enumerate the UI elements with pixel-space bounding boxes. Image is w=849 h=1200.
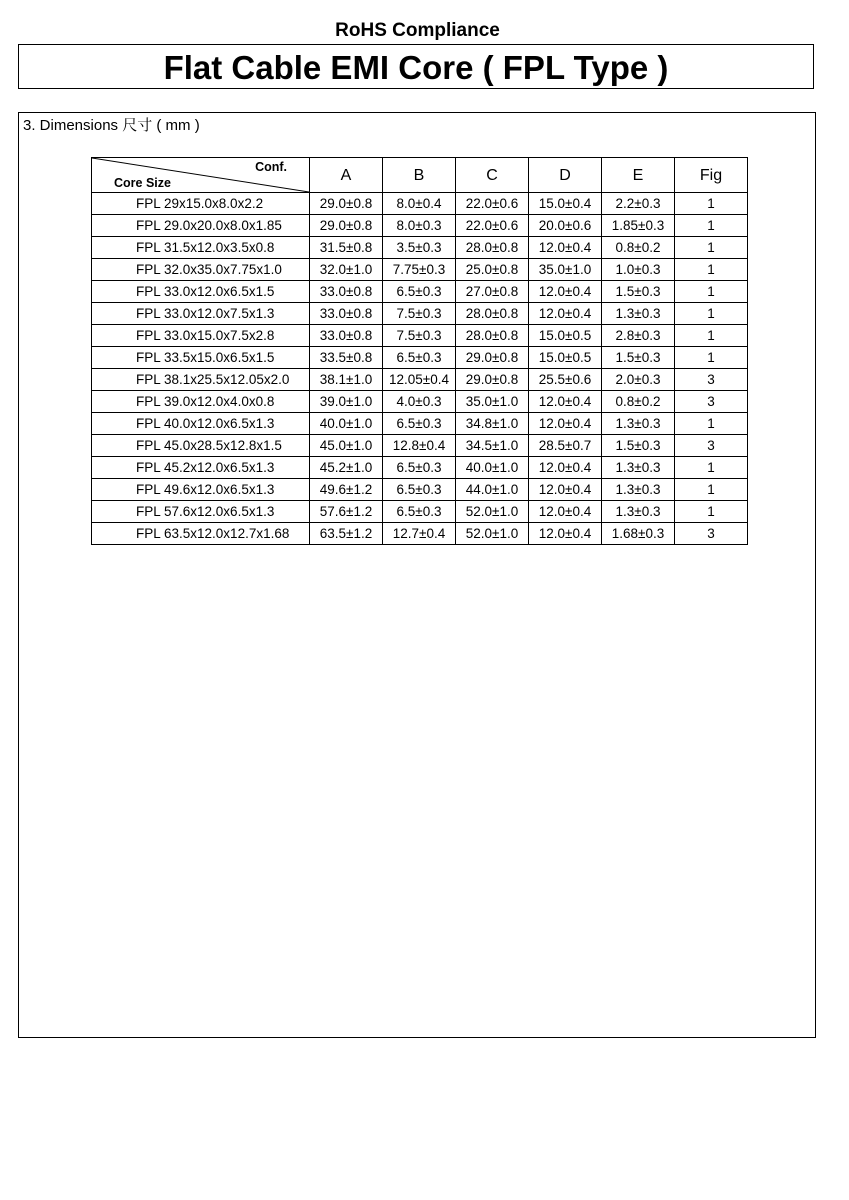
value-cell-e: 1.85±0.3 bbox=[602, 215, 675, 237]
table-row bbox=[92, 501, 748, 523]
value-cell-b: 12.7±0.4 bbox=[383, 523, 456, 545]
value-cell-d: 20.0±0.6 bbox=[529, 215, 602, 237]
value-cell-fig: 1 bbox=[675, 215, 748, 237]
table-row bbox=[92, 215, 748, 237]
value-cell-b: 6.5±0.3 bbox=[383, 413, 456, 435]
value-cell-b: 6.5±0.3 bbox=[383, 347, 456, 369]
core-size-cell: FPL 57.6x12.0x6.5x1.3 bbox=[92, 501, 310, 523]
value-cell-e: 1.3±0.3 bbox=[602, 501, 675, 523]
value-cell-d: 12.0±0.4 bbox=[529, 391, 602, 413]
value-cell-e: 1.3±0.3 bbox=[602, 457, 675, 479]
core-size-cell: FPL 32.0x35.0x7.75x1.0 bbox=[92, 259, 310, 281]
corner-label-core-size: Core Size bbox=[114, 176, 171, 190]
table-row bbox=[92, 435, 748, 457]
value-cell-fig: 1 bbox=[675, 259, 748, 281]
core-size-cell: FPL 29.0x20.0x8.0x1.85 bbox=[92, 215, 310, 237]
value-cell-d: 12.0±0.4 bbox=[529, 457, 602, 479]
value-cell-fig: 3 bbox=[675, 435, 748, 457]
value-cell-a: 45.0±1.0 bbox=[310, 435, 383, 457]
value-cell-a: 40.0±1.0 bbox=[310, 413, 383, 435]
value-cell-b: 4.0±0.3 bbox=[383, 391, 456, 413]
value-cell-c: 40.0±1.0 bbox=[456, 457, 529, 479]
value-cell-a: 33.5±0.8 bbox=[310, 347, 383, 369]
table-row bbox=[92, 391, 748, 413]
value-cell-d: 28.5±0.7 bbox=[529, 435, 602, 457]
table-header-row bbox=[92, 158, 748, 193]
value-cell-c: 35.0±1.0 bbox=[456, 391, 529, 413]
value-cell-e: 1.3±0.3 bbox=[602, 303, 675, 325]
core-size-cell: FPL 33.0x15.0x7.5x2.8 bbox=[92, 325, 310, 347]
core-size-cell: FPL 49.6x12.0x6.5x1.3 bbox=[92, 479, 310, 501]
table-row bbox=[92, 457, 748, 479]
value-cell-c: 29.0±0.8 bbox=[456, 369, 529, 391]
table-row bbox=[92, 237, 748, 259]
value-cell-d: 12.0±0.4 bbox=[529, 303, 602, 325]
value-cell-fig: 1 bbox=[675, 193, 748, 215]
value-cell-d: 15.0±0.5 bbox=[529, 325, 602, 347]
value-cell-b: 12.05±0.4 bbox=[383, 369, 456, 391]
value-cell-fig: 3 bbox=[675, 391, 748, 413]
table-row bbox=[92, 369, 748, 391]
value-cell-c: 28.0±0.8 bbox=[456, 303, 529, 325]
value-cell-e: 2.0±0.3 bbox=[602, 369, 675, 391]
value-cell-a: 57.6±1.2 bbox=[310, 501, 383, 523]
value-cell-a: 45.2±1.0 bbox=[310, 457, 383, 479]
table-row bbox=[92, 325, 748, 347]
value-cell-e: 0.8±0.2 bbox=[602, 391, 675, 413]
value-cell-fig: 1 bbox=[675, 413, 748, 435]
value-cell-b: 7.75±0.3 bbox=[383, 259, 456, 281]
corner-label-conf: Conf. bbox=[255, 160, 287, 174]
core-size-cell: FPL 45.2x12.0x6.5x1.3 bbox=[92, 457, 310, 479]
value-cell-c: 25.0±0.8 bbox=[456, 259, 529, 281]
table-row bbox=[92, 193, 748, 215]
core-size-cell: FPL 33.0x12.0x7.5x1.3 bbox=[92, 303, 310, 325]
table-row bbox=[92, 303, 748, 325]
value-cell-e: 1.5±0.3 bbox=[602, 435, 675, 457]
value-cell-d: 35.0±1.0 bbox=[529, 259, 602, 281]
value-cell-c: 28.0±0.8 bbox=[456, 237, 529, 259]
value-cell-a: 39.0±1.0 bbox=[310, 391, 383, 413]
value-cell-b: 6.5±0.3 bbox=[383, 501, 456, 523]
value-cell-a: 38.1±1.0 bbox=[310, 369, 383, 391]
value-cell-e: 0.8±0.2 bbox=[602, 237, 675, 259]
value-cell-e: 1.0±0.3 bbox=[602, 259, 675, 281]
value-cell-e: 1.5±0.3 bbox=[602, 281, 675, 303]
value-cell-d: 12.0±0.4 bbox=[529, 479, 602, 501]
value-cell-c: 52.0±1.0 bbox=[456, 501, 529, 523]
value-cell-fig: 1 bbox=[675, 325, 748, 347]
corner-header bbox=[92, 158, 310, 193]
value-cell-a: 63.5±1.2 bbox=[310, 523, 383, 545]
value-cell-b: 7.5±0.3 bbox=[383, 303, 456, 325]
core-size-cell: FPL 63.5x12.0x12.7x1.68 bbox=[92, 523, 310, 545]
core-size-cell: FPL 38.1x25.5x12.05x2.0 bbox=[92, 369, 310, 391]
column-header-d: D bbox=[529, 158, 602, 193]
value-cell-d: 15.0±0.5 bbox=[529, 347, 602, 369]
value-cell-b: 8.0±0.3 bbox=[383, 215, 456, 237]
table-row bbox=[92, 479, 748, 501]
value-cell-a: 31.5±0.8 bbox=[310, 237, 383, 259]
core-size-cell: FPL 31.5x12.0x3.5x0.8 bbox=[92, 237, 310, 259]
table-row bbox=[92, 413, 748, 435]
core-size-cell: FPL 33.0x12.0x6.5x1.5 bbox=[92, 281, 310, 303]
value-cell-c: 44.0±1.0 bbox=[456, 479, 529, 501]
value-cell-a: 29.0±0.8 bbox=[310, 215, 383, 237]
value-cell-c: 34.5±1.0 bbox=[456, 435, 529, 457]
value-cell-b: 6.5±0.3 bbox=[383, 457, 456, 479]
value-cell-a: 32.0±1.0 bbox=[310, 259, 383, 281]
value-cell-d: 12.0±0.4 bbox=[529, 237, 602, 259]
value-cell-d: 12.0±0.4 bbox=[529, 281, 602, 303]
value-cell-fig: 3 bbox=[675, 523, 748, 545]
value-cell-fig: 3 bbox=[675, 369, 748, 391]
value-cell-b: 3.5±0.3 bbox=[383, 237, 456, 259]
core-size-cell: FPL 29x15.0x8.0x2.2 bbox=[92, 193, 310, 215]
value-cell-b: 6.5±0.3 bbox=[383, 479, 456, 501]
value-cell-d: 25.5±0.6 bbox=[529, 369, 602, 391]
core-size-cell: FPL 39.0x12.0x4.0x0.8 bbox=[92, 391, 310, 413]
document-title: Flat Cable EMI Core ( FPL Type ) bbox=[18, 44, 814, 89]
value-cell-e: 1.3±0.3 bbox=[602, 413, 675, 435]
value-cell-c: 28.0±0.8 bbox=[456, 325, 529, 347]
value-cell-a: 33.0±0.8 bbox=[310, 303, 383, 325]
value-cell-a: 29.0±0.8 bbox=[310, 193, 383, 215]
value-cell-a: 33.0±0.8 bbox=[310, 281, 383, 303]
column-header-fig: Fig bbox=[675, 158, 748, 193]
value-cell-d: 12.0±0.4 bbox=[529, 501, 602, 523]
value-cell-b: 6.5±0.3 bbox=[383, 281, 456, 303]
value-cell-e: 2.2±0.3 bbox=[602, 193, 675, 215]
column-header-a: A bbox=[310, 158, 383, 193]
value-cell-fig: 1 bbox=[675, 457, 748, 479]
value-cell-e: 1.3±0.3 bbox=[602, 479, 675, 501]
value-cell-d: 12.0±0.4 bbox=[529, 523, 602, 545]
value-cell-fig: 1 bbox=[675, 479, 748, 501]
value-cell-d: 15.0±0.4 bbox=[529, 193, 602, 215]
core-size-cell: FPL 40.0x12.0x6.5x1.3 bbox=[92, 413, 310, 435]
value-cell-e: 1.5±0.3 bbox=[602, 347, 675, 369]
value-cell-c: 29.0±0.8 bbox=[456, 347, 529, 369]
section-heading: 3. Dimensions 尺寸 ( mm ) bbox=[23, 117, 200, 134]
value-cell-a: 49.6±1.2 bbox=[310, 479, 383, 501]
value-cell-a: 33.0±0.8 bbox=[310, 325, 383, 347]
value-cell-e: 2.8±0.3 bbox=[602, 325, 675, 347]
value-cell-b: 12.8±0.4 bbox=[383, 435, 456, 457]
value-cell-fig: 1 bbox=[675, 281, 748, 303]
column-header-b: B bbox=[383, 158, 456, 193]
dimensions-section bbox=[18, 112, 816, 1038]
value-cell-b: 8.0±0.4 bbox=[383, 193, 456, 215]
core-size-cell: FPL 45.0x28.5x12.8x1.5 bbox=[92, 435, 310, 457]
value-cell-fig: 1 bbox=[675, 303, 748, 325]
column-header-e: E bbox=[602, 158, 675, 193]
column-header-c: C bbox=[456, 158, 529, 193]
table-row bbox=[92, 347, 748, 369]
value-cell-e: 1.68±0.3 bbox=[602, 523, 675, 545]
value-cell-c: 22.0±0.6 bbox=[456, 193, 529, 215]
value-cell-c: 34.8±1.0 bbox=[456, 413, 529, 435]
dimensions-table bbox=[91, 157, 748, 545]
core-size-cell: FPL 33.5x15.0x6.5x1.5 bbox=[92, 347, 310, 369]
value-cell-b: 7.5±0.3 bbox=[383, 325, 456, 347]
table-row bbox=[92, 259, 748, 281]
value-cell-d: 12.0±0.4 bbox=[529, 413, 602, 435]
value-cell-fig: 1 bbox=[675, 347, 748, 369]
table-row bbox=[92, 281, 748, 303]
table-row bbox=[92, 523, 748, 545]
value-cell-fig: 1 bbox=[675, 237, 748, 259]
value-cell-fig: 1 bbox=[675, 501, 748, 523]
value-cell-c: 52.0±1.0 bbox=[456, 523, 529, 545]
value-cell-c: 27.0±0.8 bbox=[456, 281, 529, 303]
value-cell-c: 22.0±0.6 bbox=[456, 215, 529, 237]
compliance-heading: RoHS Compliance bbox=[335, 20, 500, 41]
